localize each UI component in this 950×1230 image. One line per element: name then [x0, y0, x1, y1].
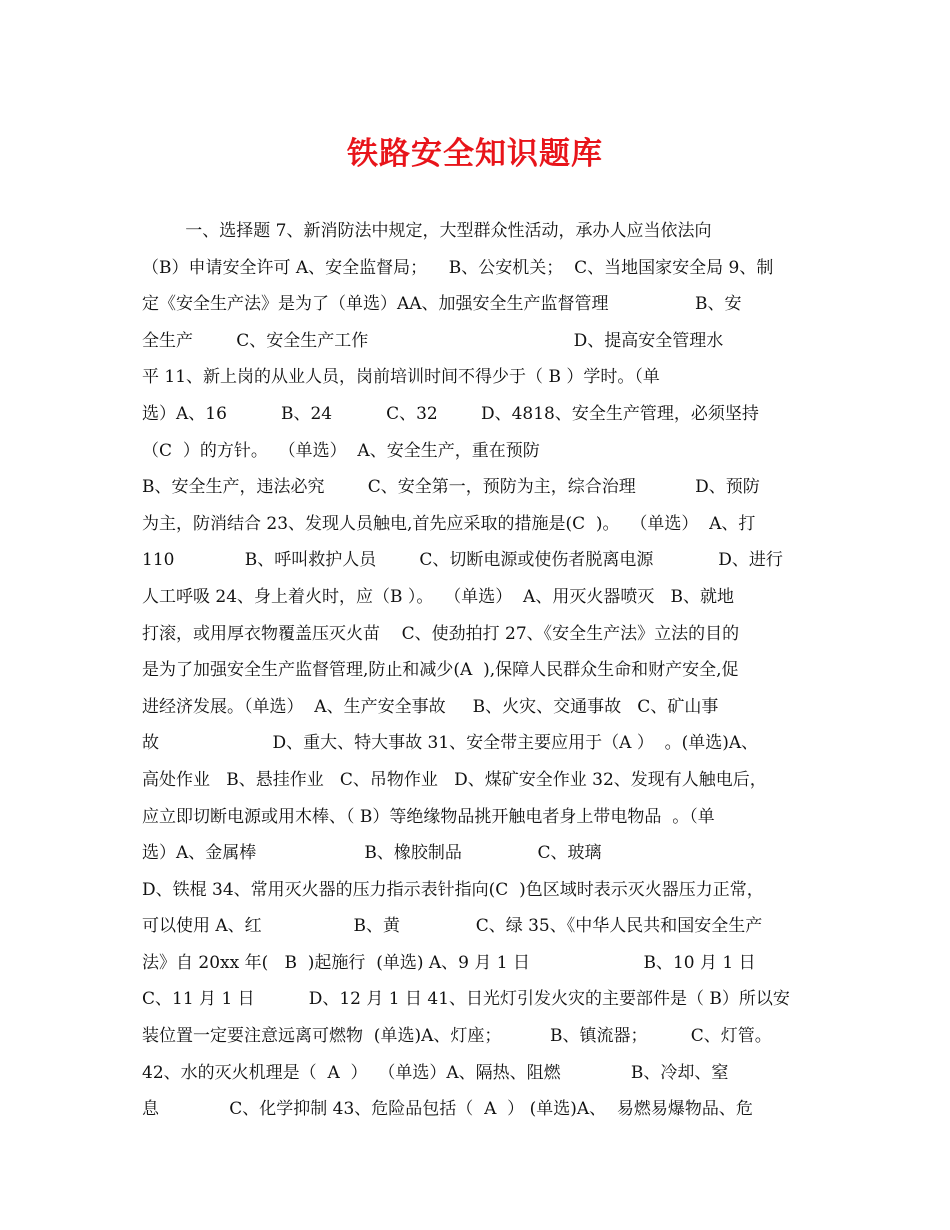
text-line: 法》自 20xx 年( B )起施行 (单选) A、9 月 1 日 B、10 月 1 日 — [142, 952, 756, 973]
text-line: 人工呼吸 24、身上着火时，应（B ）。 （单选） A、用灭火器喷灭 B、就地 — [142, 586, 735, 607]
text-line: 高处作业 B、悬挂作业 C、吊物作业 D、煤矿安全作业 32、发现有人触电后， — [142, 769, 767, 790]
text-line: 全生产 C、安全生产工作 D、提高安全管理水 — [142, 330, 724, 351]
text-line: 选）A、16 B、24 C、32 D、4818、安全生产管理，必须坚持 — [142, 403, 759, 424]
text-line: 进经济发展。（单选） A、生产安全事故 B、火灾、交通事故 C、矿山事 — [142, 696, 719, 717]
text-line: 装位置一定要注意远离可燃物 (单选)A、灯座； B、镇流器； C、灯管。 — [142, 1026, 772, 1047]
text-line: 息 C、化学抑制 43、危险品包括（ A ） (单选)A、 易燃易爆物品、危 — [142, 1099, 753, 1120]
text-line: 可以使用 A、红 B、黄 C、绿 35、《中华人民共和国安全生产 — [142, 916, 763, 937]
text-line: 选）A、金属棒 B、橡胶制品 C、玻璃 — [142, 843, 602, 864]
text-line: D、铁棍 34、常用灭火器的压力指示表针指向(C )色区域时表示灭火器压力正常， — [142, 879, 764, 900]
text-line: 平 11、新上岗的从业人员，岗前培训时间不得少于（ B ）学时。（单 — [142, 367, 660, 388]
text-line: 定《安全生产法》是为了（单选）AA、加强安全生产监督管理 B、安 — [142, 294, 742, 315]
text-line: 故 D、重大、特大事故 31、安全带主要应用于（A ） 。(单选)A、 — [142, 733, 759, 754]
text-line: B、安全生产，违法必究 C、安全第一，预防为主，综合治理 D、预防 — [142, 477, 760, 498]
text-line: （C ）的方针。 （单选） A、安全生产，重在预防 — [142, 440, 540, 461]
text-line: 一、选择题 7、新消防法中规定，大型群众性活动，承办人应当依法向 — [142, 221, 712, 241]
text-line: （B）申请安全许可 A、安全监督局； B、公安机关； C、当地国家安全局 9、制 — [142, 257, 774, 278]
text-line: C、11 月 1 日 D、12 月 1 日 41、日光灯引发火灾的主要部件是（ B）所以安 — [142, 989, 790, 1010]
text-line: 110 B、呼叫救护人员 C、切断电源或使伤者脱离电源 D、进行 — [142, 550, 783, 571]
document-body — [142, 213, 814, 1128]
text-line: 打滚，或用厚衣物覆盖压灭火苗 C、使劲拍打 27、《安全生产法》立法的目的 — [142, 623, 740, 644]
text-line: 42、水的灭火机理是（ A ） （单选）A、隔热、阻燃 B、冷却、窒 — [142, 1062, 729, 1083]
text-line: 是为了加强安全生产监督管理,防止和减少(A ),保障人民群众生命和财产安全,促 — [142, 660, 739, 681]
text-line: 为主，防消结合 23、发现人员触电,首先应采取的措施是(C )。 （单选） A、打 — [142, 513, 756, 534]
document-title: 铁路安全知识题库 — [347, 136, 603, 172]
text-line: 应立即切断电源或用木棒、（ B）等绝缘物品挑开触电者身上带电物品 。（单 — [142, 806, 715, 827]
